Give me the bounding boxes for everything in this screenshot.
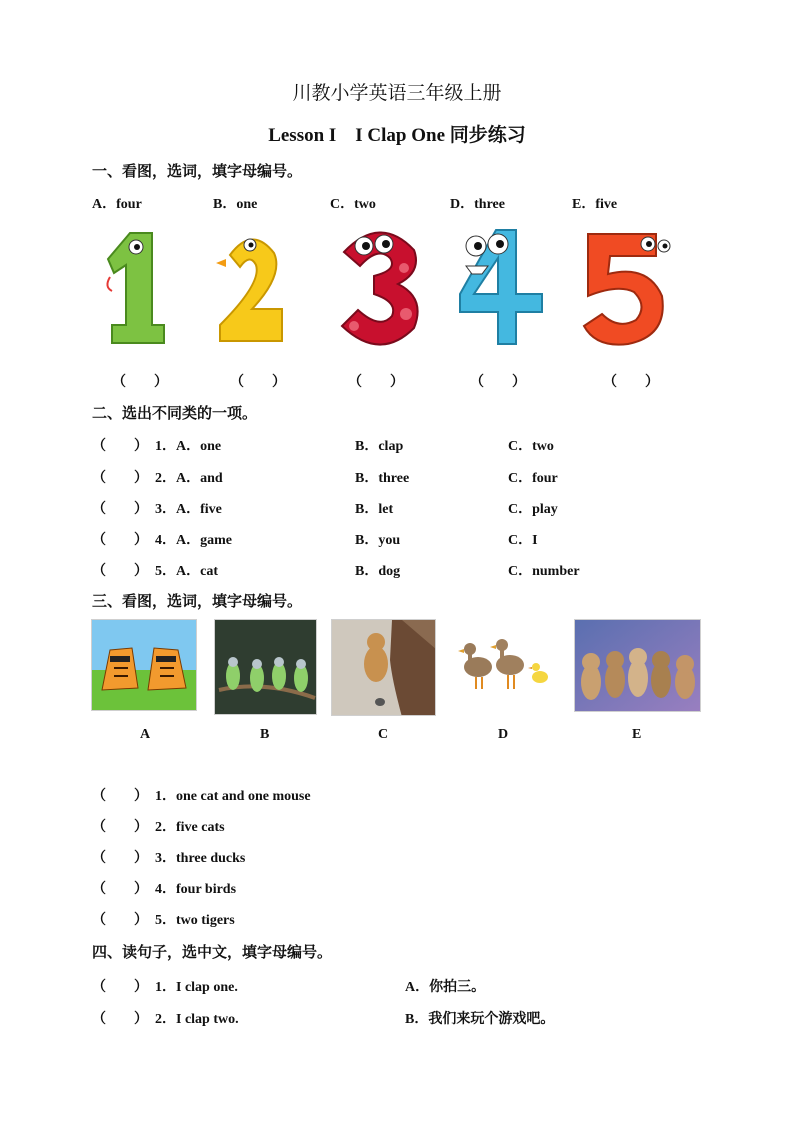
s2-row-3-c: C．play xyxy=(508,502,558,517)
option-d: D．three xyxy=(450,197,505,212)
cartoon-number-3 xyxy=(334,222,426,352)
section-1-heading: 一、看图，选词，填字母编号。 xyxy=(92,164,303,180)
s2-row-1-c: C．two xyxy=(508,439,554,454)
s2-paren-4[interactable]: （ ） xyxy=(92,533,148,548)
s4-row-2: 2．I clap two. xyxy=(155,1012,239,1027)
s2-paren-2[interactable]: （ ） xyxy=(92,471,148,486)
answer-blank-1[interactable]: （ ） xyxy=(112,375,168,390)
s4-answer-b: B．我们来玩个游戏吧。 xyxy=(405,1012,555,1027)
answer-blank-2[interactable]: （ ） xyxy=(230,375,286,390)
s3-paren-1[interactable]: （ ） xyxy=(92,789,148,804)
s2-row-2-c: C．four xyxy=(508,471,558,486)
answer-blank-4[interactable]: （ ） xyxy=(470,375,526,390)
s2-row-3-b: B．let xyxy=(355,502,394,517)
cartoon-number-5 xyxy=(578,226,676,351)
s2-row-4-c: C．I xyxy=(508,533,538,548)
s2-row-5-a: 5．A．cat xyxy=(155,564,218,579)
s2-paren-3[interactable]: （ ） xyxy=(92,502,148,517)
cartoon-number-2 xyxy=(212,225,292,350)
cartoon-number-1 xyxy=(100,225,172,350)
picture-label-e: E xyxy=(632,727,642,742)
s2-paren-1[interactable]: （ ） xyxy=(92,439,148,454)
s4-paren-2[interactable]: （ ） xyxy=(92,1012,148,1027)
option-a: A．four xyxy=(92,197,142,212)
s2-row-1-a: 1．A．one xyxy=(155,439,222,454)
option-b: B．one xyxy=(213,197,258,212)
s2-row-2-a: 2．A．and xyxy=(155,471,223,486)
picture-label-b: B xyxy=(260,727,270,742)
page-subtitle: Lesson I I Clap One 同步练习 xyxy=(268,125,526,146)
picture-label-d: D xyxy=(498,727,509,742)
picture-tigers xyxy=(91,619,197,711)
picture-cat-and-mouse xyxy=(331,619,436,716)
section-3-heading: 三、看图，选词，填字母编号。 xyxy=(92,594,303,610)
s3-paren-4[interactable]: （ ） xyxy=(92,882,148,897)
section-2-heading: 二、选出不同类的一项。 xyxy=(92,406,258,422)
answer-blank-3[interactable]: （ ） xyxy=(348,375,404,390)
s3-row-1: 1．one cat and one mouse xyxy=(155,789,311,804)
answer-blank-5[interactable]: （ ） xyxy=(603,375,659,390)
s2-row-3-a: 3．A．five xyxy=(155,502,222,517)
s3-row-2: 2．five cats xyxy=(155,820,225,835)
s2-row-5-c: C．number xyxy=(508,564,580,579)
s2-row-4-b: B．you xyxy=(355,533,401,548)
s2-row-1-b: B．clap xyxy=(355,439,404,454)
s3-row-3: 3．three ducks xyxy=(155,851,246,866)
option-e: E．five xyxy=(572,197,618,212)
s3-paren-2[interactable]: （ ） xyxy=(92,820,148,835)
cartoon-number-4 xyxy=(452,222,550,352)
picture-label-a: A xyxy=(140,727,151,742)
page-title: 川教小学英语三年级上册 xyxy=(292,83,502,104)
s3-paren-3[interactable]: （ ） xyxy=(92,851,148,866)
section-4-heading: 四、读句子，选中文，填字母编号。 xyxy=(92,945,333,961)
s2-row-2-b: B．three xyxy=(355,471,410,486)
s3-row-5: 5．two tigers xyxy=(155,913,235,928)
s4-paren-1[interactable]: （ ） xyxy=(92,980,148,995)
s3-paren-5[interactable]: （ ） xyxy=(92,913,148,928)
s4-answer-a: A．你拍三。 xyxy=(405,980,486,995)
picture-cats xyxy=(574,619,701,712)
s4-row-1: 1．I clap one. xyxy=(155,980,238,995)
option-c: C．two xyxy=(330,197,376,212)
picture-birds xyxy=(214,619,317,715)
s2-row-5-b: B．dog xyxy=(355,564,401,579)
picture-ducks xyxy=(458,625,554,697)
s2-row-4-a: 4．A．game xyxy=(155,533,232,548)
s3-row-4: 4．four birds xyxy=(155,882,237,897)
picture-label-c: C xyxy=(378,727,389,742)
s2-paren-5[interactable]: （ ） xyxy=(92,564,148,579)
